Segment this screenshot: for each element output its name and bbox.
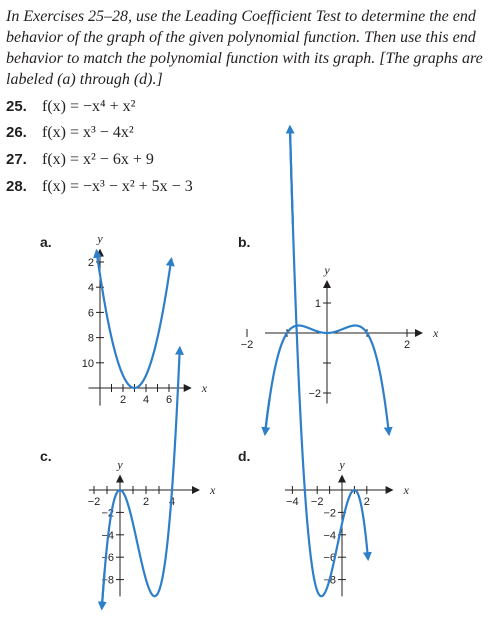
graph-a-label: a. bbox=[40, 234, 52, 250]
exercise-number: 25. bbox=[6, 98, 27, 115]
exercise-number: 26. bbox=[6, 124, 27, 141]
x-axis-label: x bbox=[403, 483, 409, 497]
y-tick-label: −6 bbox=[323, 552, 336, 565]
exercise-number: 28. bbox=[6, 178, 27, 195]
y-tick-label: 8 bbox=[87, 332, 94, 345]
y-axis-label: y bbox=[324, 263, 330, 277]
y-tick-label: −4 bbox=[323, 529, 336, 542]
x-tick-label: 2 bbox=[142, 496, 150, 508]
x-tick-label: 2 bbox=[363, 496, 370, 508]
x-tick-label: 2 bbox=[119, 394, 127, 406]
x-tick-label: −2 bbox=[310, 496, 324, 508]
exercise-equation: f(x) = −x⁴ + x² bbox=[42, 98, 136, 115]
y-tick-label: −2 bbox=[308, 388, 321, 400]
y-axis-label: y bbox=[339, 457, 345, 472]
y-tick-label: −4 bbox=[101, 529, 114, 542]
instructions-text: In Exercises 25–28, use the Leading Coefficient Test to determine the end behavior of the graph of the given polynomial function. Then use this end behavior to match the polynomial function with its graph. [The graphs are labeled (a) through (d).] bbox=[6, 8, 483, 88]
curve bbox=[290, 127, 368, 597]
y-tick-label: −8 bbox=[323, 574, 336, 587]
y-tick-label: 6 bbox=[87, 307, 94, 320]
x-axis-label: x bbox=[201, 381, 208, 395]
y-tick-label: −2 bbox=[323, 507, 336, 520]
y-tick-label: −2 bbox=[101, 507, 114, 520]
exercise-number: 27. bbox=[6, 151, 27, 168]
y-axis-label: y bbox=[97, 231, 103, 246]
curve-start-arrow bbox=[290, 127, 293, 224]
x-tick-label: −4 bbox=[286, 496, 299, 508]
exercise-equation: f(x) = −x³ − x² + 5x − 3 bbox=[42, 178, 193, 195]
x-tick-label: 4 bbox=[168, 496, 176, 508]
y-tick-label: −6 bbox=[101, 552, 114, 565]
graph-b-label: b. bbox=[238, 234, 251, 250]
graph-c-label: c. bbox=[40, 448, 52, 464]
y-tick-label: 4 bbox=[87, 282, 94, 295]
x-tick-label: −2 bbox=[240, 339, 254, 351]
exercise-equation: f(x) = x² − 6x + 9 bbox=[42, 151, 154, 168]
x-tick-label: 4 bbox=[142, 394, 150, 406]
x-tick-label: 6 bbox=[165, 394, 173, 406]
x-axis-label: x bbox=[210, 483, 216, 497]
y-axis-label: y bbox=[117, 457, 123, 472]
y-tick-label: −8 bbox=[101, 574, 114, 587]
x-axis-label: x bbox=[433, 326, 439, 340]
y-tick-label: 2 bbox=[87, 257, 94, 269]
graph-d-label: d. bbox=[238, 448, 251, 464]
y-tick-label: 10 bbox=[81, 357, 94, 370]
exercise-equation: f(x) = x³ − 4x² bbox=[42, 124, 134, 141]
y-tick-label: 1 bbox=[314, 298, 321, 310]
x-tick-label: 2 bbox=[403, 339, 411, 351]
x-tick-label: −2 bbox=[87, 496, 101, 508]
